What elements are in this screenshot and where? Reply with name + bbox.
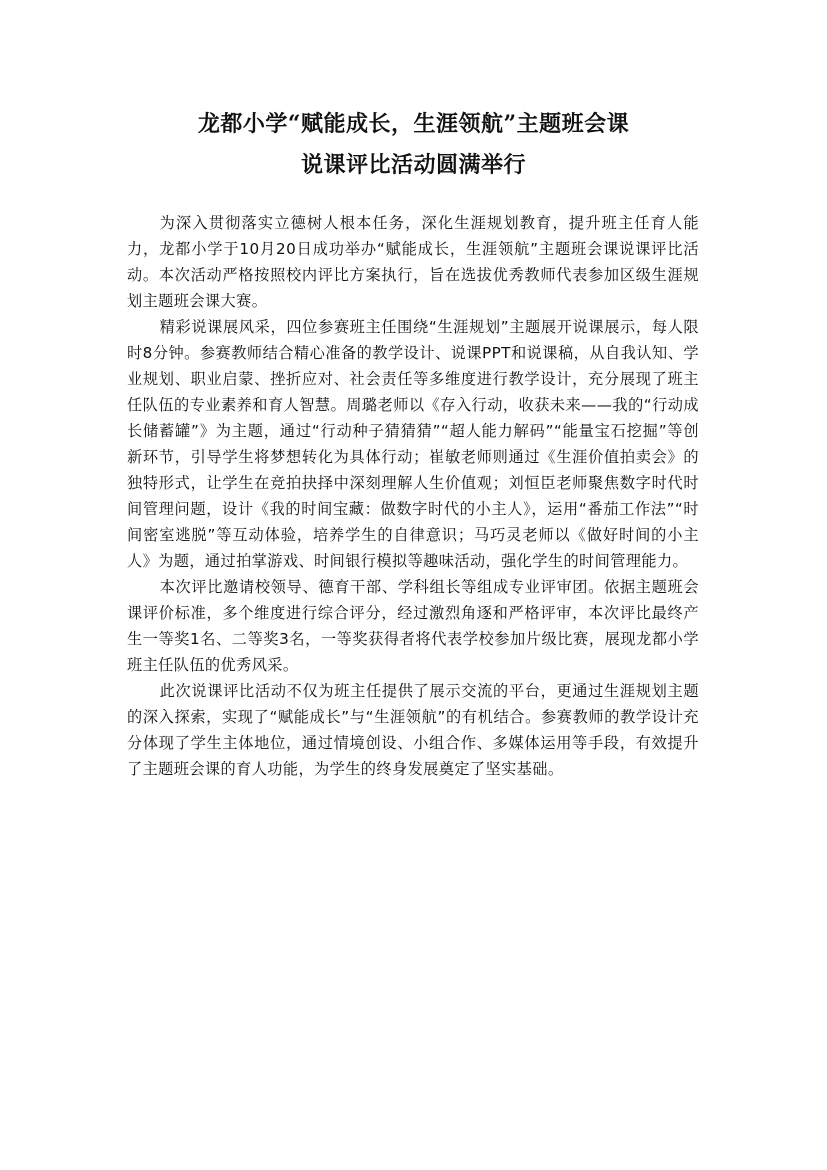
paragraph-intro: 为深入贯彻落实立德树人根本任务，深化生涯规划教育，提升班主任育人能力，龙都小学于10月20日成功举办“赋能成长，生涯领航”主题班会课说课评比活动。本次活动严格按照校内评比方案执行，旨在选拔优秀教师代表参加区级生涯规划主题班会课大赛。 [127,214,699,310]
document-title-line-1: 龙都小学“赋能成长，生涯领航”主题班会课 [197,111,630,137]
paragraph-conclusion: 此次说课评比活动不仅为班主任提供了展示交流的平台，更通过生涯规划主题的深入探索，实现了“赋能成长”与“生涯领航”的有机结合。参赛教师的教学设计充分体现了学生主体地位，通过情境创设、小组合作、多媒体运用等手段，有效提升了主题班会课的育人功能，为学生的终身发展奠定了坚实基础。 [127,682,699,778]
paragraph-presentations: 精彩说课展风采，四位参赛班主任围绕“生涯规划”主题展开说课展示，每人限时8分钟。参赛教师结合精心准备的教学设计、说课PPT和说课稿，从自我认知、学业规划、职业启蒙、挫折应对、社会责任等多维度进行教学设计，充分展现了班主任队伍的专业素养和育人智慧。周璐老师以《存入行动，收获未来——我的“行动成长储蓄罐”》为主题，通过“行动种子猜猜猜”“超人能力解码”“能量宝石挖掘”等创新环节，引导学生将梦想转化为具体行动；崔敏老师则通过《生涯价值拍卖会》的独特形式，让学生在竞拍抉择中深刻理解人生价值观；刘恒臣老师聚焦数字时代时间管理问题，设计《我的时间宝藏：做数字时代的小主人》，运用“番茄工作法”“时间密室逃脱”等互动体验，培养学生的自律意识；马巧灵老师以《做好时间的小主人》为题，通过拍掌游戏、时间银行模拟等趣味活动，强化学生的时间管理能力。 [127,318,699,570]
article-body [127,210,699,782]
paragraph-judging: 本次评比邀请校领导、德育干部、学科组长等组成专业评审团。依据主题班会课评价标准，多个维度进行综合评分，经过激烈角逐和严格评审，本次评比最终产生一等奖1名、二等奖3名，一等奖获得者将代表学校参加片级比赛，展现龙都小学班主任队伍的优秀风采。 [127,578,699,674]
document-title-line-2: 说课评比活动圆满举行 [300,152,526,178]
